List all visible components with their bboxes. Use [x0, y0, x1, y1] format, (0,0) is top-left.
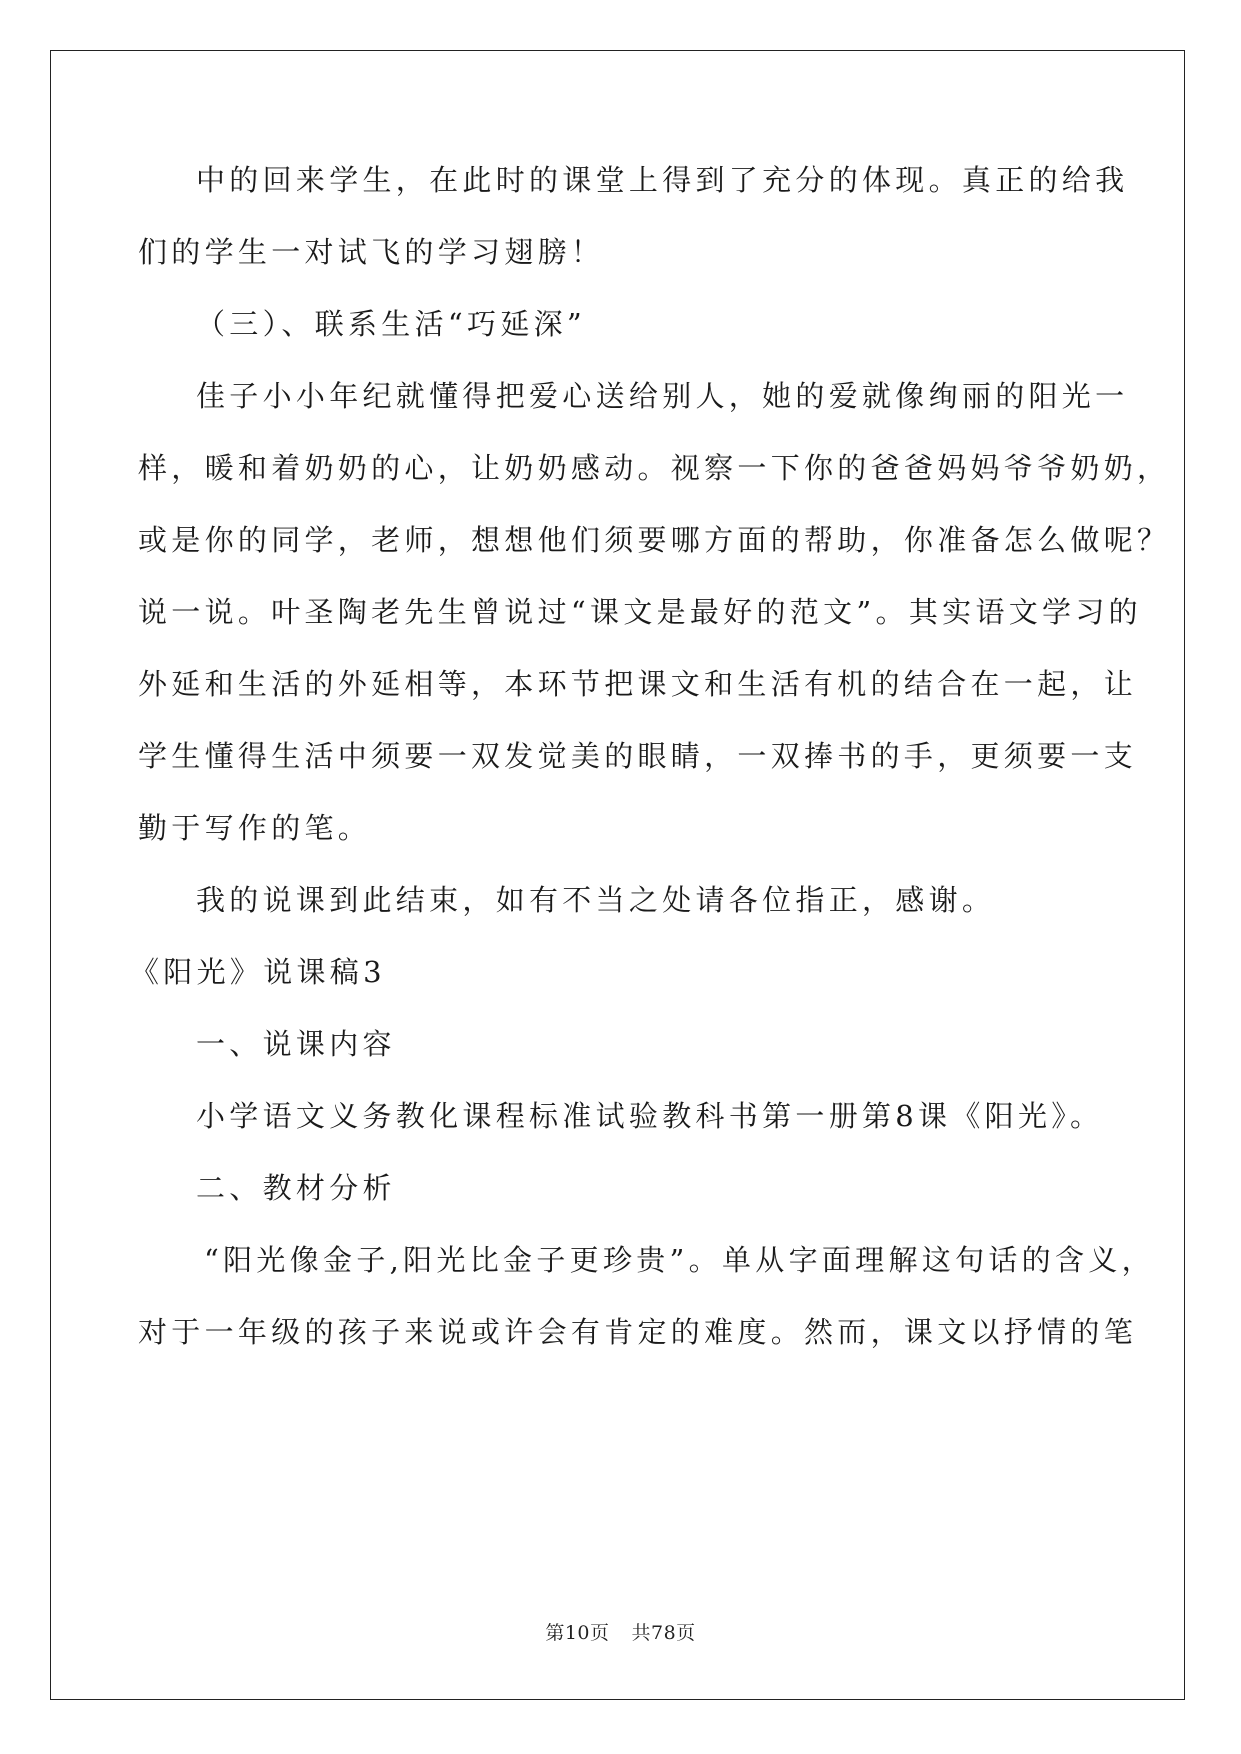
paragraph-line: 小学语文义务教化课程标准试验教科书第一册第8课《阳光》。: [196, 1099, 1104, 1133]
paragraph-line: “阳光像金子,阳光比金子更珍贵”。单从字面理解这句话的含义，: [204, 1243, 1155, 1277]
paragraph-line: 或是你的同学，老师，想想他们须要哪方面的帮助，你准备怎么做呢？: [138, 523, 1171, 557]
paragraph-line: 佳子小小年纪就懂得把爱心送给别人，她的爱就像绚丽的阳光一: [196, 379, 1129, 413]
paragraph-line: 对于一年级的孩子来说或许会有肯定的难度。然而，课文以抒情的笔: [138, 1315, 1138, 1349]
paragraph-line: 说一说。叶圣陶老先生曾说过“课文是最好的范文”。其实语文学习的: [138, 595, 1142, 629]
page-footer: [0, 1618, 1241, 1645]
page-number: 第10页: [545, 1622, 610, 1644]
page-total: 共78页: [631, 1622, 696, 1644]
paragraph-line: 我的说课到此结束，如有不当之处请各位指正，感谢。: [196, 883, 996, 917]
page-border: [50, 50, 1185, 1700]
section-heading: （三）、联系生活“巧延深”: [196, 307, 587, 341]
document-title: 《阳光》说课稿3: [130, 955, 386, 989]
paragraph-line: 们的学生一对试飞的学习翅膀！: [138, 235, 605, 269]
paragraph-line: 外延和生活的外延相等，本环节把课文和生活有机的结合在一起，让: [138, 667, 1138, 701]
paragraph-line: 勤于写作的笔。: [138, 811, 372, 845]
section-heading: 一、说课内容: [196, 1027, 396, 1061]
paragraph-line: 中的回来学生，在此时的课堂上得到了充分的体现。真正的给我: [196, 163, 1129, 197]
section-heading: 二、教材分析: [196, 1171, 396, 1205]
paragraph-line: 学生懂得生活中须要一双发觉美的眼睛，一双捧书的手，更须要一支: [138, 739, 1138, 773]
paragraph-line: 样，暖和着奶奶的心，让奶奶感动。视察一下你的爸爸妈妈爷爷奶奶，: [138, 451, 1171, 485]
